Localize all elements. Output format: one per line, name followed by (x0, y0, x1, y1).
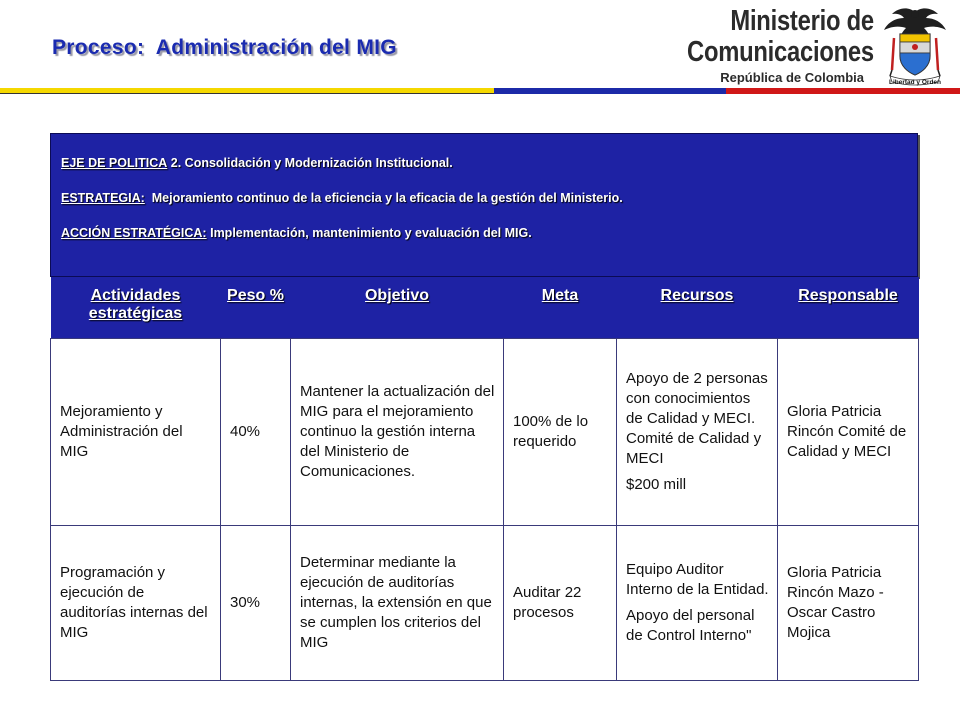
recurso-item: Equipo Auditor Interno de la Entidad. (626, 560, 769, 598)
cell-peso: 30% (221, 525, 291, 680)
ministry-logo-text (646, 6, 874, 87)
recurso-item: Comité de Calidad y MECI (626, 429, 762, 467)
policy-estrategia-text: Mejoramiento continuo de la eficiencia y la eficacia de la gestión del Ministerio. (151, 191, 623, 205)
table-header-row (51, 277, 919, 338)
stripe-underline (0, 93, 494, 94)
table-row (51, 338, 919, 525)
cell-recursos (617, 338, 778, 525)
recurso-item: Apoyo de 2 personas con conocimientos de Calidad y MECI. (626, 369, 768, 427)
column-header-responsable: Responsable (778, 277, 919, 338)
cell-meta: Auditar 22 procesos (504, 525, 617, 680)
cell-actividad: Programación y ejecución de auditorías internas del MIG (51, 525, 221, 680)
ministry-name-line2: Comunicaciones (687, 36, 874, 68)
page-title: Proceso: Administración del MIG (52, 36, 397, 59)
flag-stripe-red (726, 88, 960, 94)
coat-of-arms-icon (882, 4, 948, 90)
activities-table (50, 277, 919, 681)
ministry-country: República de Colombia (720, 70, 864, 85)
policy-estrategia (61, 191, 917, 205)
policy-eje (61, 156, 917, 170)
column-header-recursos: Recursos (617, 277, 778, 338)
ministry-name-line1: Ministerio de (730, 5, 874, 37)
column-header-peso: Peso % (221, 277, 291, 338)
policy-accion (61, 226, 917, 240)
flag-stripe-blue (494, 88, 726, 94)
policy-eje-label: EJE DE POLITICA (61, 156, 168, 170)
column-header-objetivo: Objetivo (291, 277, 504, 338)
cell-meta: 100% de lo requerido (504, 338, 617, 525)
policy-estrategia-label: ESTRATEGIA: (61, 191, 145, 205)
column-header-meta: Meta (504, 277, 617, 338)
cell-objetivo: Determinar mediante la ejecución de auditorías internas, la extensión en que se cumplen los criterios del MIG (291, 525, 504, 680)
column-header-actividades: Actividades estratégicas (51, 277, 221, 338)
cell-responsable: Gloria Patricia Rincón Comité de Calidad y MECI (778, 338, 919, 525)
table-row (51, 525, 919, 680)
policy-accion-label: ACCIÓN ESTRATÉGICA: (61, 226, 207, 240)
recurso-item: $200 mill (626, 475, 687, 493)
policy-eje-text: 2. Consolidación y Modernización Institucional. (170, 156, 453, 170)
cell-responsable: Gloria Patricia Rincón Mazo - Oscar Castro Mojica (778, 525, 919, 680)
cell-peso: 40% (221, 338, 291, 525)
recurso-item: Apoyo del personal de Control Interno" (626, 606, 755, 644)
policy-accion-text: Implementación, mantenimiento y evaluación del MIG. (210, 226, 532, 240)
coat-motto: Libertad y Orden (888, 79, 942, 86)
cell-actividad: Mejoramiento y Administración del MIG (51, 338, 221, 525)
cell-recursos (617, 525, 778, 680)
policy-box (50, 133, 918, 277)
cell-objetivo: Mantener la actualización del MIG para el mejoramiento continuo la gestión interna del Ministerio de Comunicaciones. (291, 338, 504, 525)
